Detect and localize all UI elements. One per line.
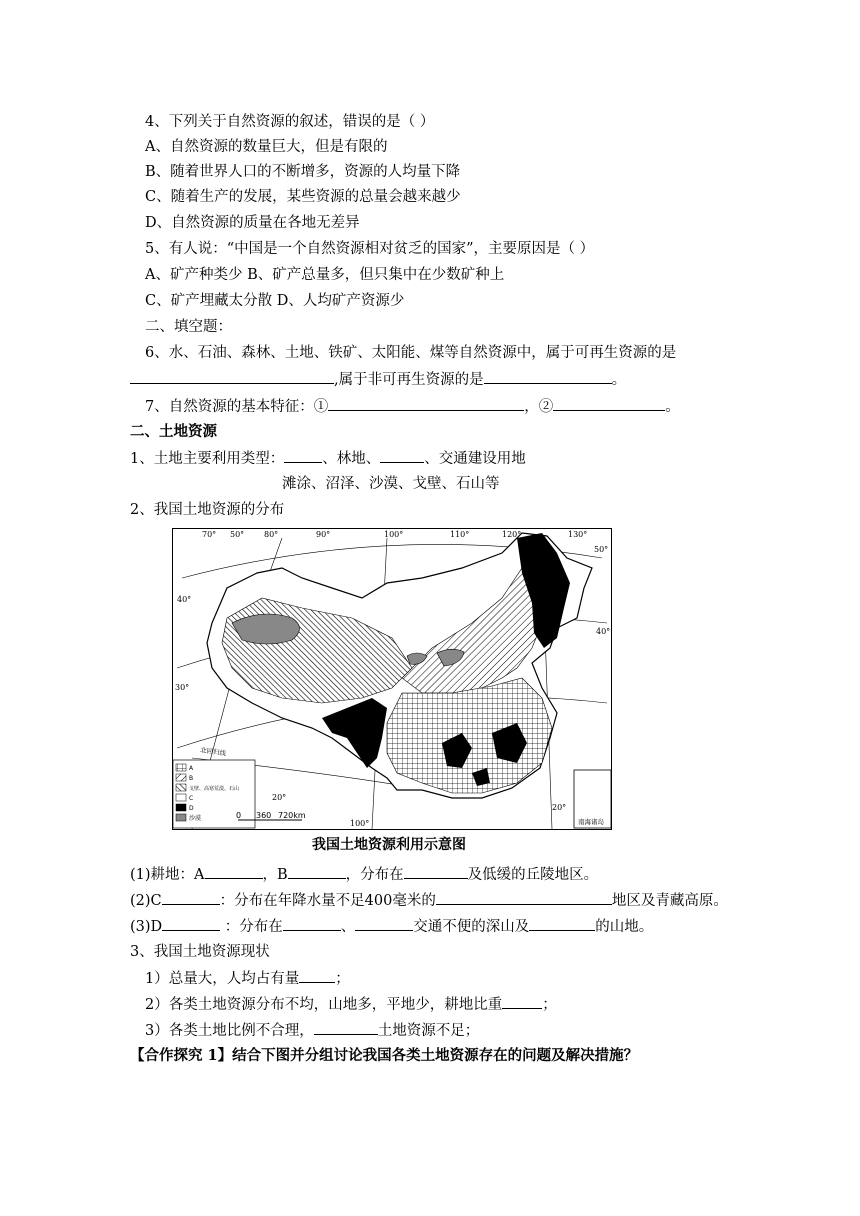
status-3-end: 土地资源不足； <box>377 1023 480 1039</box>
grassland-end: 地区及青藏高原。 <box>611 893 728 909</box>
map-caption: 我国土地资源利用示意图 <box>312 837 466 853</box>
farmland-end: 及低缓的丘陵地区。 <box>467 867 599 883</box>
q6-nonrenewable-label: ,属于非可再生资源的是 <box>334 372 484 388</box>
cooperative-explore: 【合作探究 1】结合下图并分组讨论我国各类土地资源存在的问题及解决措施？ <box>130 1047 639 1064</box>
grassland-region-blank[interactable] <box>436 890 612 905</box>
lat-30: 30° <box>175 683 190 692</box>
section2-title: 二、土地资源 <box>130 423 217 440</box>
lon-120: 120° <box>502 530 522 539</box>
status-3-label: 3）各类土地比例不合理， <box>145 1023 314 1039</box>
forestland-mid: ：分布在 <box>224 919 283 935</box>
lat-20-left: 20° <box>272 793 287 802</box>
lat-50: 50° <box>594 545 609 554</box>
status-1-label: 1）总量大，人均占有量 <box>145 971 300 987</box>
farmland-dist-label: ，分布在 <box>345 867 404 883</box>
forestland-sep: 、 <box>340 919 356 935</box>
legend-b: B <box>189 775 194 782</box>
lon-100: 100° <box>384 530 404 539</box>
scale-720: 720km <box>278 811 306 820</box>
q6-renewable-blank[interactable] <box>130 369 334 384</box>
grassland-mid: ：分布在年降水量不足400毫米的 <box>219 893 436 909</box>
q6-end: 。 <box>611 372 627 388</box>
lat-20-right: 20° <box>552 803 567 812</box>
land-types-line2: 滩涂、沼泽、沙漠、戈壁、石山等 <box>282 476 500 492</box>
lon-110: 110° <box>450 530 470 539</box>
farmland-a-blank[interactable] <box>205 864 263 879</box>
legend-gobi: 戈壁、高寒荒漠、石山 <box>189 786 240 792</box>
q4-option-c: C、随着生产的发展，某些资源的总量会越来越少 <box>145 189 461 205</box>
tropic-label: 北回归线 <box>199 746 227 758</box>
land-type-blank-1[interactable] <box>284 448 322 463</box>
lon-100-bottom: 100° <box>350 819 370 828</box>
status-2-label: 2）各类土地资源分布不均，山地多，平地少，耕地比重 <box>145 997 503 1013</box>
q6-line2 <box>130 369 626 390</box>
distribution-title: 2、我国土地资源的分布 <box>130 502 285 518</box>
lat-40-left: 40° <box>177 595 192 604</box>
status-1-end: ； <box>335 971 350 987</box>
forestland-blank-4[interactable] <box>529 916 595 931</box>
q4-option-d: D、自然资源的质量在各地无差异 <box>145 215 360 231</box>
forestland-label: (3)D <box>130 919 163 935</box>
land-types-label: 1、土地主要利用类型： <box>130 451 285 467</box>
forestland-blank-2[interactable] <box>283 916 341 931</box>
forestland-blank-3[interactable] <box>355 916 413 931</box>
forestland-line <box>130 916 653 937</box>
map-legend <box>173 760 255 828</box>
status-1 <box>145 968 350 989</box>
legend-d: D <box>189 805 194 812</box>
legend-desert: 沙漠 <box>189 815 202 822</box>
lon-70: 70° <box>202 530 217 539</box>
scale-360: 360 <box>256 811 272 820</box>
inset-label: 南海诸岛 <box>578 818 604 826</box>
q7-end: 。 <box>665 399 680 415</box>
q6-nonrenewable-blank[interactable] <box>484 369 612 384</box>
fill-heading: 二、填空题： <box>145 319 232 335</box>
legend-a: A <box>189 765 194 772</box>
land-types-line <box>130 448 526 469</box>
legend-c: C <box>189 795 194 802</box>
grassland-blank[interactable] <box>162 890 220 905</box>
q5-options-ab: A、矿产种类少 B、矿产总量多，但只集中在少数矿种上 <box>145 267 505 283</box>
status-1-blank[interactable] <box>299 968 335 983</box>
status-title: 3、我国土地资源现状 <box>130 944 270 960</box>
q5-options-cd: C、矿产埋藏太分散 D、人均矿产资源少 <box>145 293 405 309</box>
land-type-transport: 、交通建设用地 <box>424 451 526 467</box>
q7-blank-1[interactable] <box>328 396 524 411</box>
lon-90: 90° <box>316 530 331 539</box>
lon-130: 130° <box>568 530 588 539</box>
land-use-map <box>172 528 612 830</box>
grassland-label: (2)C <box>130 893 162 909</box>
q4-option-a: A、自然资源的数量巨大，但是有限的 <box>145 139 388 155</box>
farmland-b-blank[interactable] <box>288 864 346 879</box>
scale-0: 0 <box>236 811 242 820</box>
forestland-mid2: 交通不便的深山及 <box>413 919 530 935</box>
farmland-line <box>130 864 598 885</box>
lon-50-label: 50° <box>230 530 245 539</box>
status-2-end: ； <box>542 997 557 1013</box>
q7-blank-2[interactable] <box>553 396 665 411</box>
status-3-blank[interactable] <box>314 1020 378 1035</box>
land-type-blank-2[interactable] <box>380 448 424 463</box>
forestland-end: 的山地。 <box>595 919 654 935</box>
lat-40-right: 40° <box>596 627 611 636</box>
farmland-b-label: ，B <box>262 867 288 883</box>
status-2 <box>145 994 557 1015</box>
region-desert <box>232 614 300 644</box>
q7-line <box>145 396 680 417</box>
lon-80: 80° <box>264 530 279 539</box>
farmland-dist-blank[interactable] <box>404 864 468 879</box>
q4-option-b: B、随着世界人口的不断增多，资源的人均量下降 <box>145 164 461 180</box>
land-type-forest: 、林地、 <box>322 451 381 467</box>
q5-stem: 5、有人说：“中国是一个自然资源相对贫乏的国家”，主要原因是（ ） <box>145 241 595 257</box>
forestland-blank[interactable] <box>162 916 220 931</box>
status-2-blank[interactable] <box>502 994 542 1009</box>
status-3 <box>145 1020 479 1041</box>
q7-label: 7、自然资源的基本特征：① <box>145 399 329 415</box>
farmland-label: (1)耕地：A <box>130 867 205 883</box>
q4-stem: 4、下列关于自然资源的叙述，错误的是（ ） <box>145 114 435 130</box>
q6-line1: 6、水、石油、森林、土地、铁矿、太阳能、煤等自然资源中，属于可再生资源的是 <box>145 345 677 361</box>
grassland-line <box>130 890 728 911</box>
q7-label-2: ，② <box>524 399 554 415</box>
